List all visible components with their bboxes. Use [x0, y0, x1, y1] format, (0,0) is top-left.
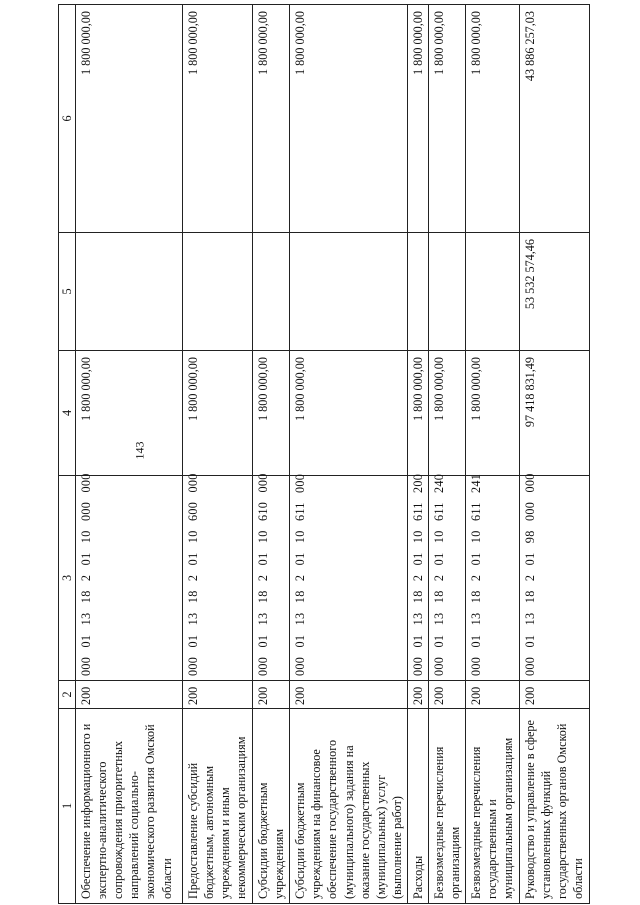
- row-value-6: 1 800 000,00: [183, 5, 253, 233]
- row-value-6: 1 800 000,00: [290, 5, 408, 233]
- row-value-6: 1 800 000,00: [76, 5, 183, 233]
- row-value-6: 1 800 000,00: [253, 5, 290, 233]
- row-admin-code: 200: [407, 681, 428, 709]
- row-admin-code: 200: [466, 681, 519, 709]
- row-admin-code: 200: [429, 681, 466, 709]
- row-value-6: 43 886 257,03: [519, 5, 589, 233]
- table-row: [519, 5, 589, 904]
- table-row: [183, 5, 253, 904]
- row-value-4: 1 800 000,00: [290, 351, 408, 476]
- row-value-5: [429, 233, 466, 351]
- row-budget-code: 000 01 13 18 2 01 10 611 240: [429, 476, 466, 681]
- budget-table: [58, 4, 590, 904]
- header-col-1: 1: [59, 709, 76, 904]
- table-row: [466, 5, 519, 904]
- table-row: [76, 5, 183, 904]
- table-row: [290, 5, 408, 904]
- table-row: [407, 5, 428, 904]
- row-value-5: [183, 233, 253, 351]
- row-budget-code: 000 01 13 18 2 01 10 610 000: [253, 476, 290, 681]
- row-value-6: 1 800 000,00: [429, 5, 466, 233]
- row-admin-code: 200: [183, 681, 253, 709]
- row-value-4: 1 800 000,00: [253, 351, 290, 476]
- row-budget-code: 000 01 13 18 2 01 10 611 241: [466, 476, 519, 681]
- row-value-5: [290, 233, 408, 351]
- row-admin-code: 200: [519, 681, 589, 709]
- row-value-5: [76, 233, 183, 351]
- header-col-3: 3: [59, 476, 76, 681]
- row-value-4: 1 800 000,00: [407, 351, 428, 476]
- row-name: Субсидии бюджетным учреждениям на финансовое обеспечение государственного (муниципального) задания на оказание государственных (муниципальных) услуг (выполнение работ): [290, 709, 408, 904]
- row-name: Субсидии бюджетным учреждениям: [253, 709, 290, 904]
- row-budget-code: 000 01 13 18 2 01 10 000 000: [76, 476, 183, 681]
- row-value-4: 97 418 831,49: [519, 351, 589, 476]
- row-name: Безвозмездные перечисления организациям: [429, 709, 466, 904]
- row-value-5: 53 532 574,46: [519, 233, 589, 351]
- header-row: [59, 5, 76, 904]
- row-name: Безвозмездные перечисления государственным и муниципальным организациям: [466, 709, 519, 904]
- row-name: Предоставление субсидий бюджетным, автономным учреждениям и иным некоммерческим организациям: [183, 709, 253, 904]
- header-col-2: 2: [59, 681, 76, 709]
- page-number: 143: [132, 441, 147, 460]
- rotated-page-content: [58, 4, 588, 904]
- header-col-4: 4: [59, 351, 76, 476]
- row-value-4: 1 800 000,00: [429, 351, 466, 476]
- row-name: Руководство и управление в сфере установленных функций государственных органов Омской области: [519, 709, 589, 904]
- table-row: [429, 5, 466, 904]
- table-row: [253, 5, 290, 904]
- row-value-4: 1 800 000,00: [183, 351, 253, 476]
- header-col-5: 5: [59, 233, 76, 351]
- row-budget-code: 000 01 13 18 2 01 10 611 200: [407, 476, 428, 681]
- row-budget-code: 000 01 13 18 2 01 10 600 000: [183, 476, 253, 681]
- row-name: Обеспечение информационного и экспертно-аналитического сопровождения приоритетных направлений социально-экономического развития Омской области: [76, 709, 183, 904]
- row-value-5: [407, 233, 428, 351]
- row-value-4: 1 800 000,00: [76, 351, 183, 476]
- row-value-5: [466, 233, 519, 351]
- row-value-6: 1 800 000,00: [407, 5, 428, 233]
- row-admin-code: 200: [253, 681, 290, 709]
- row-name: Расходы: [407, 709, 428, 904]
- row-value-6: 1 800 000,00: [466, 5, 519, 233]
- row-budget-code: 000 01 13 18 2 01 98 000 000: [519, 476, 589, 681]
- row-value-4: 1 800 000,00: [466, 351, 519, 476]
- row-value-5: [253, 233, 290, 351]
- header-col-6: 6: [59, 5, 76, 233]
- row-admin-code: 200: [290, 681, 408, 709]
- row-budget-code: 000 01 13 18 2 01 10 611 000: [290, 476, 408, 681]
- row-admin-code: 200: [76, 681, 183, 709]
